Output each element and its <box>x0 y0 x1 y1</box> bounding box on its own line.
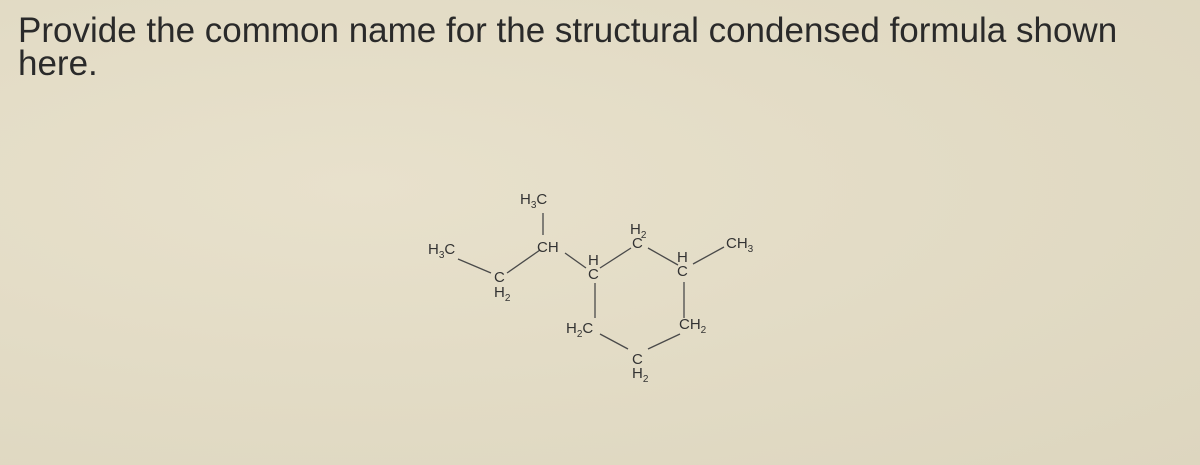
group-h3c-top: $H_3C$ <box>520 191 548 211</box>
bond-hc-h2c-top <box>600 248 631 268</box>
group-h2c-ring-lower-left: $H_2C$ <box>566 320 594 340</box>
group-ch2-left-h2: $H_2$ <box>494 284 511 304</box>
group-ch: CH <box>537 239 559 256</box>
bond-h3c-ch2 <box>458 259 491 273</box>
group-hc-ring-left-c: C <box>588 266 599 283</box>
group-hc-ring-right-h: H <box>677 249 688 266</box>
bond-c-bottom-ch2 <box>648 334 680 349</box>
bond-ch2-ch <box>507 250 540 273</box>
group-hc-ring-left-h: H <box>588 252 599 269</box>
group-ch2-left-c: C <box>494 269 505 286</box>
group-c-ring-bottom-c: C <box>632 351 643 368</box>
group-hc-ring-right-c: C <box>677 263 688 280</box>
bond-ch-hc <box>565 253 586 268</box>
group-h2c-ring-top-h2: $H_2$ <box>630 221 647 241</box>
bond-hc-ch3 <box>693 247 724 264</box>
group-ch2-ring-lower-right: $CH_2$ <box>679 316 707 336</box>
question-text: Provide the common name for the structural condensed formula shown here. <box>18 11 1118 83</box>
group-ch3-right: $CH_3$ <box>726 235 754 255</box>
group-h2c-ring-top-c: C <box>632 235 643 252</box>
bond-h2c-c-bottom <box>600 334 628 349</box>
group-c-ring-bottom-h2: $H_2$ <box>632 365 649 385</box>
group-h3c-left: $H_3C$ <box>428 241 456 261</box>
bond-h2c-top-hc <box>648 248 678 265</box>
